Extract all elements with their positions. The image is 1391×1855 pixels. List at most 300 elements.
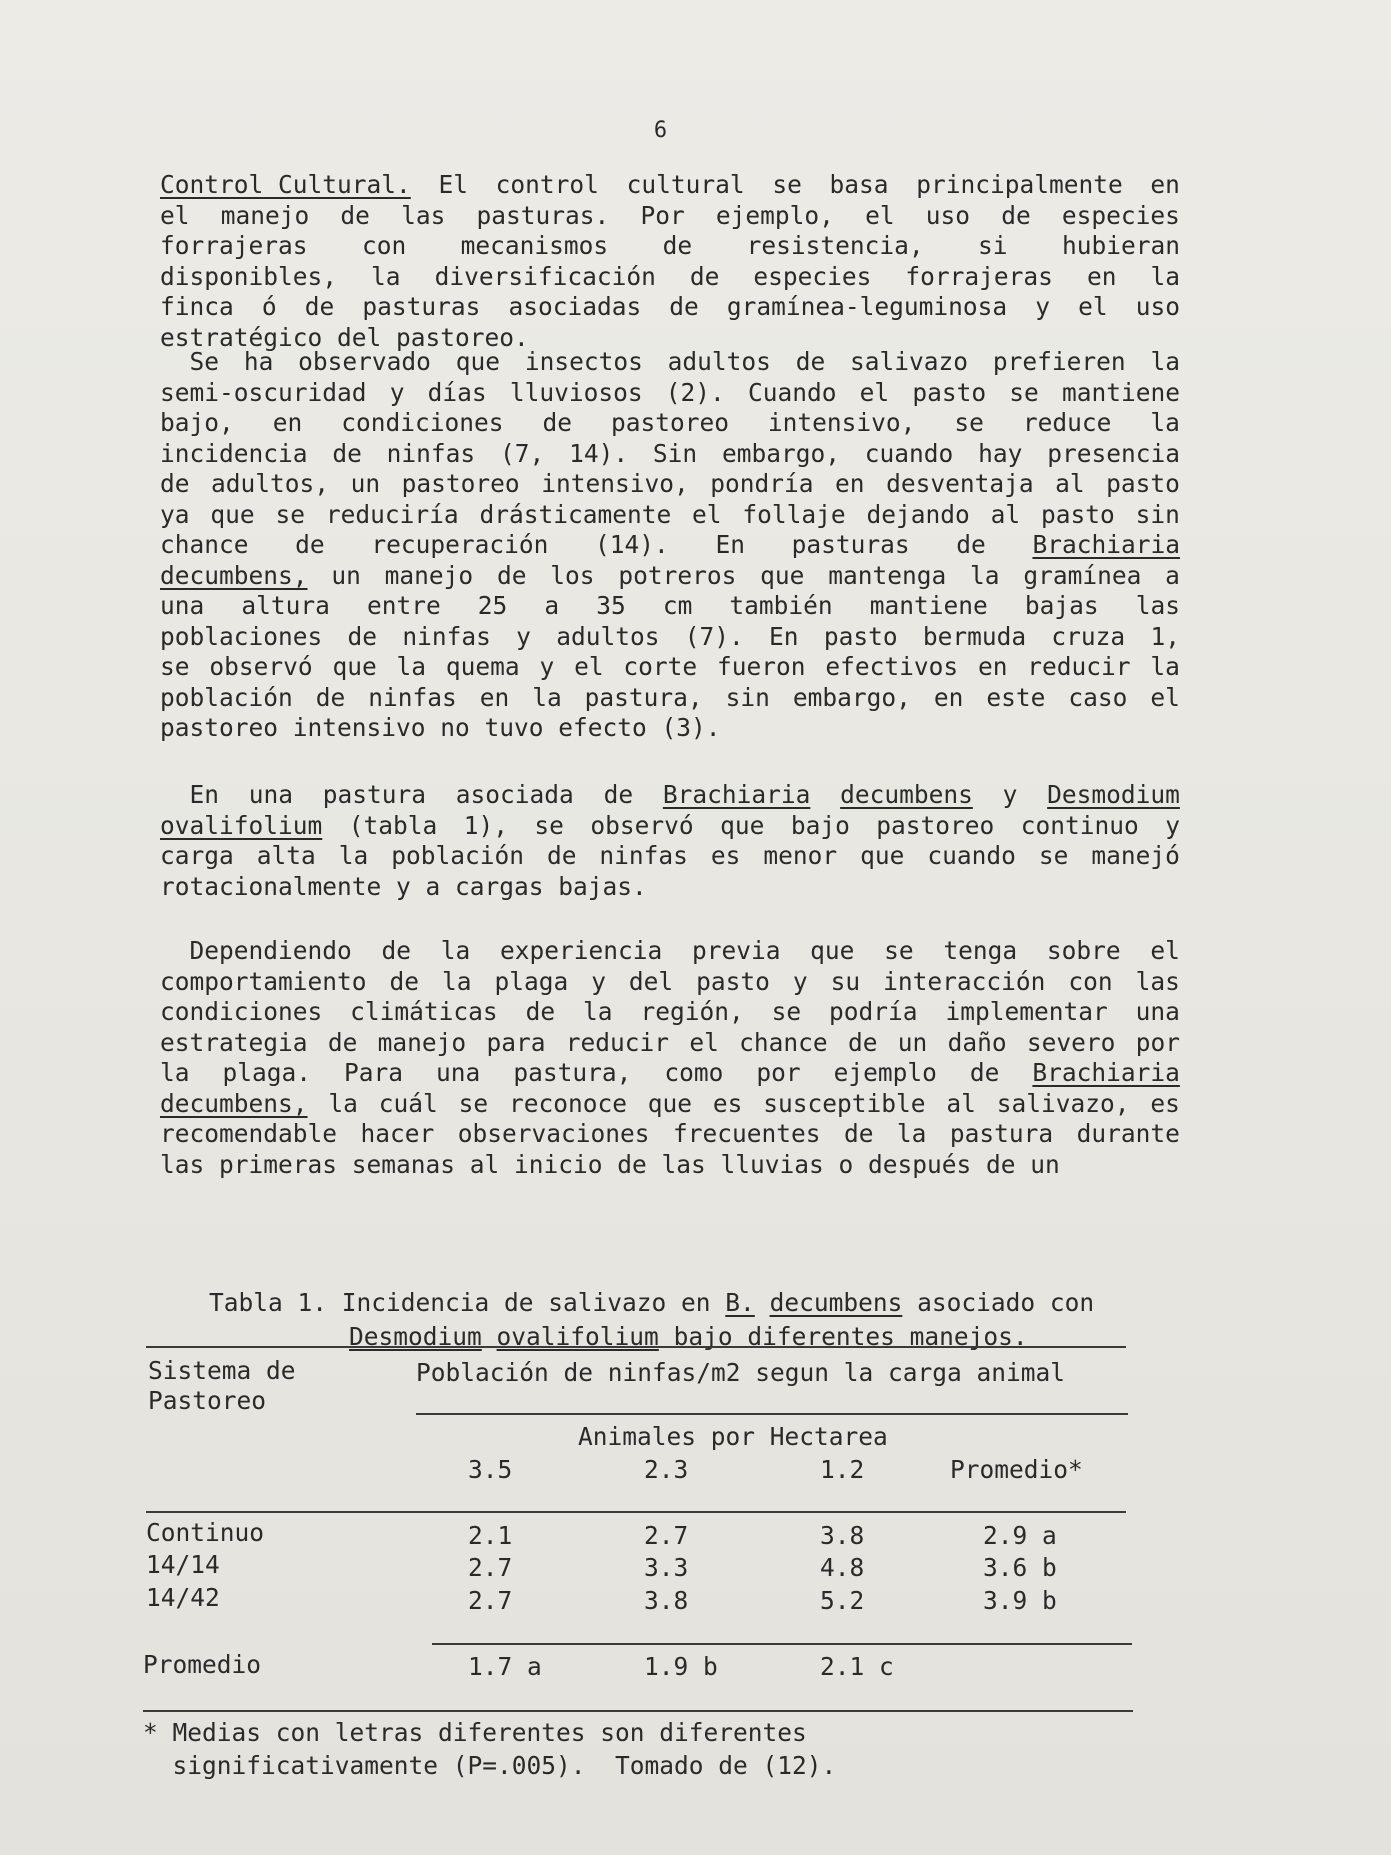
word: especies: [1061, 200, 1180, 230]
word: pasto: [1040, 499, 1115, 529]
word: pasturas: [362, 292, 481, 321]
word: pasto: [912, 377, 987, 407]
word: observó: [590, 810, 694, 840]
word: el: [859, 377, 890, 407]
table-cell: 3.8: [644, 1586, 689, 1615]
word: experiencia: [499, 936, 663, 965]
word: las: [1135, 591, 1180, 620]
word: para: [486, 1027, 546, 1057]
average-cell: 2.1 c: [820, 1652, 894, 1681]
word: bajo: [790, 810, 850, 840]
word: hay: [978, 438, 1023, 468]
header-system-line2: Pastoreo: [148, 1386, 267, 1415]
word: un: [350, 469, 381, 498]
header-population: Población de ninfas/m2 segun la carga animal: [416, 1358, 1066, 1387]
word: y: [591, 966, 606, 996]
word: la: [583, 997, 613, 1026]
word: el: [574, 652, 604, 681]
word: hubieran: [1061, 231, 1180, 260]
word: frecuentes: [672, 1119, 821, 1148]
word: sobre: [1046, 936, 1121, 965]
word: pastoreo intensivo no tuvo efecto (3).: [160, 713, 721, 742]
word: intensivo,: [767, 408, 916, 437]
text-line: [160, 652, 1180, 683]
word: hacer: [360, 1119, 435, 1148]
word: implementar: [945, 997, 1108, 1026]
word: el: [689, 1027, 719, 1057]
text-line: [160, 997, 1180, 1028]
word: se: [771, 997, 802, 1026]
word: que: [860, 841, 905, 870]
word: pasto: [1106, 469, 1180, 498]
word: también: [729, 591, 833, 620]
text-line: [160, 1119, 1180, 1150]
word: uso: [1135, 292, 1180, 321]
word: manejo: [220, 200, 310, 230]
section-heading: Control Cultural.: [160, 170, 411, 199]
word: de: [496, 560, 527, 590]
word: observó: [209, 652, 313, 681]
word: en: [479, 682, 510, 712]
word: de: [347, 621, 378, 651]
word: forrajeras: [905, 261, 1053, 291]
table-top-rule: [146, 1346, 1126, 1348]
word: ya: [160, 499, 190, 529]
word: reducir: [1027, 652, 1131, 681]
word: pastura: [322, 780, 427, 809]
header-sub-rule: [416, 1413, 1128, 1415]
text-line: [160, 591, 1180, 622]
word: Brachiaria: [1032, 530, 1180, 559]
word: quema: [445, 652, 520, 681]
word: mantiene: [869, 591, 988, 620]
table-cell: 2.7: [468, 1553, 513, 1582]
word: una: [436, 1058, 481, 1087]
text-line: [160, 1150, 1180, 1181]
word: de: [603, 780, 634, 809]
word: gramínea: [1023, 560, 1142, 590]
word: las primeras semanas al inicio de las lluvias o después de un: [160, 1149, 1060, 1179]
word: y: [516, 621, 531, 651]
word: manejo: [384, 560, 474, 590]
word: (7,: [499, 438, 545, 468]
word: de: [847, 1027, 878, 1057]
word: y: [1165, 810, 1180, 840]
text-line: [160, 201, 1180, 232]
table-cell: 5.2: [820, 1586, 865, 1615]
text-line: [160, 292, 1180, 323]
word: 35: [596, 591, 626, 620]
word: pasturas.: [476, 200, 610, 230]
row-label: 14/14: [146, 1550, 220, 1579]
word: forrajeras: [160, 231, 308, 260]
word: el: [160, 200, 190, 230]
word: y: [539, 652, 555, 681]
word: ejemplo: [833, 1058, 937, 1087]
word: pasto: [823, 621, 898, 651]
word: pondría: [710, 469, 814, 498]
text-line: [160, 170, 1180, 201]
word: por: [756, 1058, 801, 1087]
word: 25: [477, 591, 508, 620]
word: reduce: [1022, 408, 1112, 437]
word: que: [647, 1088, 693, 1118]
table-cell: 2.9 a: [983, 1521, 1057, 1550]
word: y: [1035, 292, 1051, 321]
row-label: Continuo: [146, 1518, 265, 1547]
header-animals: Animales por Hectarea: [578, 1422, 888, 1451]
word: la: [1150, 261, 1180, 291]
word: ha: [243, 347, 274, 376]
word: en: [1086, 261, 1117, 291]
word: que: [810, 936, 855, 965]
text-line: [160, 811, 1180, 842]
text-line: [160, 936, 1180, 967]
word: reduciría: [325, 499, 459, 529]
word: se: [458, 1088, 489, 1118]
word: reducir: [565, 1027, 670, 1057]
word: la: [532, 682, 562, 712]
word: la: [338, 841, 369, 870]
word: Por: [640, 200, 685, 230]
word: observaciones: [457, 1119, 650, 1148]
word: asociadas: [508, 292, 642, 321]
word: y: [1002, 780, 1018, 809]
word: una: [248, 780, 294, 809]
word: uso: [925, 200, 971, 230]
word: un: [331, 560, 361, 590]
word: plaga.: [222, 1058, 312, 1087]
average-rule: [432, 1643, 1132, 1645]
page-number: 6: [653, 118, 668, 143]
word: alta: [256, 841, 316, 870]
word: cuál: [378, 1088, 438, 1118]
word: previa: [691, 936, 781, 965]
word: los: [550, 560, 595, 590]
word: embargo,: [721, 438, 840, 468]
word: pastoreo: [876, 810, 995, 840]
word: en: [977, 652, 1008, 681]
paragraph-associated-pasture: [160, 780, 1180, 902]
word: de: [327, 1027, 358, 1057]
word: entre: [366, 591, 441, 620]
word: en: [272, 408, 303, 437]
word: daño: [947, 1027, 1007, 1057]
word: manejó: [1091, 841, 1180, 870]
word: altura: [241, 591, 330, 620]
word: podría: [829, 997, 918, 1026]
word: susceptible: [763, 1088, 926, 1118]
word: caso: [1068, 682, 1128, 712]
table-caption-line2: Desmodium ovalifolium bajo diferentes manejos.: [349, 1322, 1028, 1351]
text-line: [160, 713, 1180, 744]
word: por: [1135, 1027, 1180, 1057]
word: pasto: [696, 966, 770, 996]
word: pastura,: [513, 1058, 632, 1087]
paragraph-adult-behaviour: [160, 347, 1180, 744]
table-cell: 3.9 b: [983, 1586, 1057, 1615]
word: pasturas: [791, 530, 910, 559]
paragraph-management-strategy: [160, 936, 1180, 1180]
word: estrategia: [160, 1027, 308, 1057]
word: Brachiaria: [662, 780, 811, 809]
word: del: [628, 966, 674, 996]
word: que: [455, 347, 500, 376]
word: en: [835, 469, 865, 498]
text-line: [160, 1028, 1180, 1059]
word: resistencia,: [746, 231, 924, 260]
word: es: [1150, 1088, 1180, 1118]
word: observado: [298, 347, 431, 376]
word: adultos,: [211, 469, 330, 498]
word: ninfas: [368, 682, 457, 712]
word: como: [664, 1058, 724, 1087]
paragraph-control-cultural: [160, 170, 1180, 353]
word: ó: [261, 292, 277, 321]
word: bajas: [1024, 591, 1099, 620]
word: salivazo: [850, 347, 969, 376]
text-line: [160, 1089, 1180, 1120]
word: sin: [725, 682, 770, 712]
word: Se: [160, 347, 220, 376]
table-bottom-rule: [143, 1710, 1133, 1712]
word: y: [792, 966, 808, 996]
word: Para: [344, 1058, 404, 1087]
average-cell: 1.9 b: [644, 1652, 718, 1681]
word: la: [896, 1119, 927, 1148]
word: desventaja: [886, 469, 1034, 498]
text-line: [160, 439, 1180, 470]
word: se: [275, 499, 305, 529]
text-line: [160, 378, 1180, 409]
word: drásticamente: [479, 499, 672, 529]
word: su: [830, 966, 861, 996]
word: mantenga: [828, 560, 947, 590]
word: poblaciones: [160, 621, 323, 651]
word: el: [865, 200, 895, 230]
word: 14).: [569, 438, 629, 468]
text-line: [160, 500, 1180, 531]
text-line: [160, 262, 1180, 293]
word: la: [440, 936, 471, 965]
average-cell: 1.7 a: [468, 1652, 542, 1681]
word: rotacionalmente y a cargas bajas.: [160, 871, 647, 901]
word: chance: [739, 1027, 828, 1057]
word: se: [534, 810, 564, 840]
word: recuperación: [371, 530, 549, 559]
word: 1,: [1150, 621, 1180, 651]
text-line: [160, 872, 1180, 903]
word: el: [1150, 936, 1180, 965]
word: la: [396, 652, 427, 681]
word: la: [160, 1058, 190, 1087]
word: de: [843, 1119, 874, 1148]
word: estratégico del pastoreo.: [160, 322, 529, 352]
word: las: [401, 200, 446, 230]
word: insectos: [524, 347, 643, 376]
word: de: [1001, 200, 1031, 230]
word: adultos: [556, 621, 660, 651]
text-line: [160, 622, 1180, 653]
word: se: [1038, 841, 1069, 870]
word: basa: [829, 170, 889, 199]
word: de: [689, 261, 720, 291]
word: En: [769, 621, 799, 651]
word: salivazo,: [996, 1088, 1130, 1118]
word: se: [954, 408, 984, 437]
word: (tabla: [348, 810, 438, 840]
word: de: [315, 682, 346, 712]
word: presencia: [1047, 438, 1180, 468]
word: de: [525, 997, 556, 1026]
word: efectivos: [825, 652, 959, 681]
word: condiciones: [341, 408, 504, 437]
word: disponibles,: [160, 261, 338, 291]
word: población: [391, 841, 524, 870]
word: Cuando: [747, 377, 837, 407]
word: la: [371, 261, 401, 291]
word: se: [160, 652, 190, 681]
word: incidencia: [160, 438, 308, 468]
table-footnote-line2: significativamente (P=.005). Tomado de (12).: [143, 1751, 837, 1780]
col-header-1-2: 1.2: [820, 1455, 865, 1484]
word: de: [969, 1058, 1000, 1087]
word: continuo: [1020, 810, 1139, 840]
word: cuando: [864, 438, 954, 468]
word: decumbens,: [160, 1088, 308, 1118]
col-header-promedio: Promedio*: [950, 1455, 1083, 1484]
word: finca: [160, 292, 234, 321]
word: de: [542, 408, 572, 437]
word: El: [438, 170, 468, 199]
word: potreros: [618, 560, 737, 590]
table-cell: 2.7: [468, 1586, 513, 1615]
word: (14).: [595, 530, 669, 559]
word: (7).: [684, 621, 744, 651]
word: Dependiendo: [160, 936, 352, 965]
average-label: Promedio: [143, 1650, 262, 1679]
word: carga: [160, 841, 234, 870]
word: que: [760, 560, 805, 590]
text-line: [160, 561, 1180, 592]
text-line: [160, 683, 1180, 714]
text-line: [160, 231, 1180, 262]
word: cultural: [626, 170, 745, 199]
text-line: [160, 347, 1180, 378]
word: es: [710, 841, 741, 870]
col-header-3-5: 3.5: [468, 1455, 513, 1484]
word: de: [546, 841, 577, 870]
word: que: [720, 810, 765, 840]
text-line: [160, 1058, 1180, 1089]
word: Desmodium: [1047, 780, 1180, 809]
word: la: [970, 560, 1000, 590]
word: asociada: [455, 780, 574, 809]
word: decumbens: [840, 780, 973, 809]
word: En: [715, 530, 745, 559]
word: de: [381, 936, 411, 965]
word: al: [946, 1088, 976, 1118]
word: ejemplo,: [715, 200, 834, 230]
text-line: [160, 780, 1180, 811]
word: ninfas: [599, 841, 688, 870]
word: durante: [1076, 1119, 1180, 1148]
word: ovalifolium: [160, 810, 323, 840]
word: es: [712, 1088, 743, 1118]
word: de: [795, 347, 826, 376]
word: manejo: [377, 1027, 467, 1057]
word: reconoce: [508, 1088, 627, 1118]
word: la: [1150, 347, 1180, 376]
word: intensivo,: [541, 469, 689, 498]
word: prefieren: [992, 347, 1126, 376]
text-line: [160, 469, 1180, 500]
word: un: [897, 1027, 928, 1057]
word: de: [389, 966, 419, 996]
word: comportamiento: [160, 966, 367, 996]
word: fueron: [717, 652, 806, 681]
word: pastura,: [584, 682, 703, 712]
word: Brachiaria: [1032, 1058, 1180, 1087]
table-cell: 3.8: [820, 1521, 865, 1550]
row-label: 14/42: [146, 1583, 220, 1612]
word: condiciones: [160, 997, 323, 1026]
word: diversificación: [434, 261, 656, 291]
word: pastura: [949, 1119, 1054, 1148]
word: en: [1150, 170, 1180, 199]
table-cell: 4.8: [820, 1553, 865, 1582]
word: de: [662, 231, 693, 260]
word: adultos: [667, 347, 771, 376]
word: cm: [662, 591, 693, 620]
word: sin: [1135, 499, 1180, 529]
table-cell: 2.7: [644, 1521, 689, 1550]
word: principalmente: [916, 170, 1123, 199]
word: ninfas: [402, 621, 491, 651]
word: de: [340, 200, 370, 230]
word: al: [1055, 469, 1085, 498]
word: el: [1078, 292, 1108, 321]
word: climáticas: [350, 997, 498, 1026]
word: bajo,: [160, 408, 234, 437]
word: menor: [763, 841, 838, 870]
word: 1),: [463, 810, 508, 840]
word: el: [692, 499, 722, 529]
word: En: [160, 780, 220, 809]
table-cell: 3.3: [644, 1553, 689, 1582]
word: las: [1135, 966, 1180, 996]
word: mantiene: [1061, 377, 1180, 407]
word: de: [304, 292, 335, 321]
word: de: [295, 530, 325, 559]
table-footnote-line1: * Medias con letras diferentes son diferentes: [143, 1718, 807, 1747]
word: que: [332, 652, 377, 681]
word: pastoreo: [610, 408, 729, 437]
word: recomendable: [160, 1119, 338, 1148]
word: a: [544, 591, 560, 620]
word: de: [956, 530, 986, 559]
word: ninfas: [386, 438, 476, 468]
word: bermuda: [922, 621, 1027, 651]
word: de: [160, 469, 190, 498]
word: este: [986, 682, 1046, 712]
text-line: [160, 841, 1180, 872]
word: de: [332, 438, 362, 468]
word: embargo,: [792, 682, 911, 712]
word: semi-oscuridad: [160, 377, 367, 407]
word: población: [160, 682, 293, 712]
word: con: [361, 231, 407, 260]
